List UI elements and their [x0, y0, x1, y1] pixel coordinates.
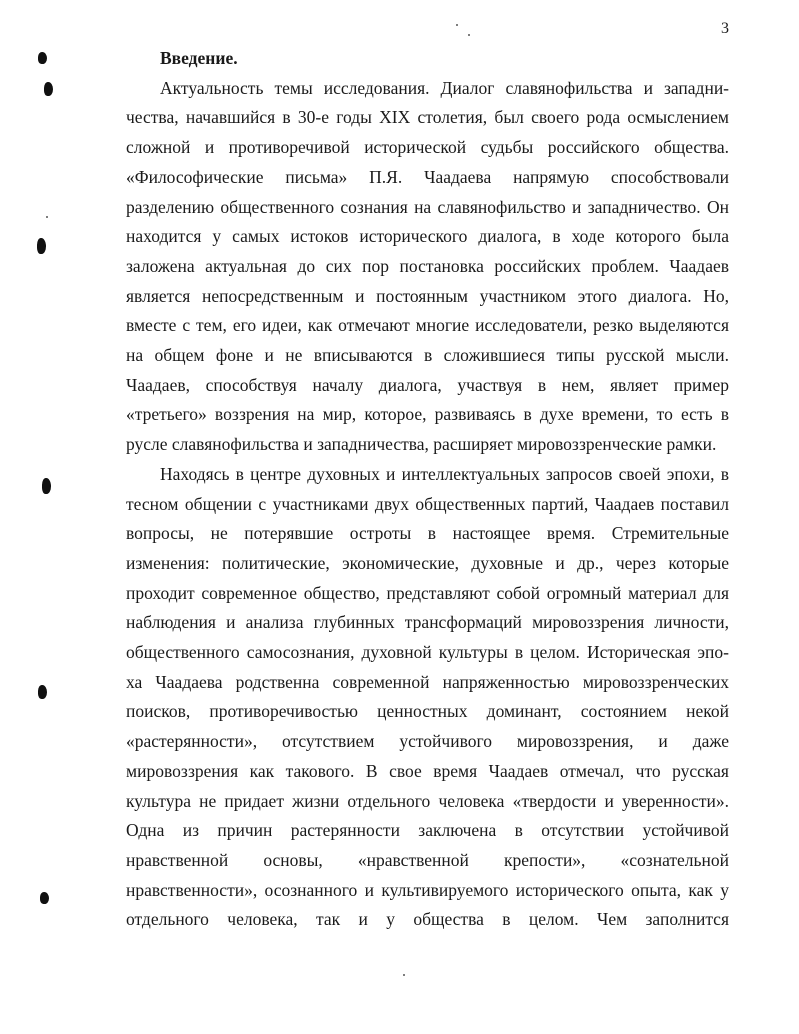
document-body	[126, 44, 729, 935]
paragraph-line: ха Чаадаева родственна современной напряженностью мировоззренческих	[126, 671, 729, 692]
scan-speck	[456, 24, 458, 26]
scan-artifact	[44, 82, 53, 96]
scan-artifact	[37, 238, 46, 254]
paragraph-relevance	[126, 74, 729, 460]
scan-artifact	[38, 52, 47, 64]
paragraph-line: мировоззрения как такового. В свое время Чаадаев отмечал, что русская	[126, 760, 729, 781]
paragraph-line: заложена актуальная до сих пор постановка российских проблем. Чаадаев	[126, 255, 729, 276]
paragraph-line: отдельного человека, так и у общества в целом. Чем заполнится	[126, 909, 729, 930]
paragraph-line: вместе с тем, его идеи, как отмечают многие исследователи, резко выделяются	[126, 315, 729, 336]
paragraph-line: находится у самых истоков исторического диалога, в ходе которого была	[126, 226, 729, 247]
paragraph-line: разделению общественного сознания на славянофильство и западничество. Он	[126, 196, 729, 217]
paragraph-line: Находясь в центре духовных и интеллектуальных запросов своей эпохи, в	[160, 463, 729, 484]
scan-artifact	[42, 478, 51, 494]
paragraph-line: тесном общении с участниками двух общественных партий, Чаадаев поставил	[126, 493, 729, 514]
paragraph-line: чества, начавшийся в 30-е годы XIX столетия, был своего рода осмыслением	[126, 107, 729, 128]
paragraph-line: вопросы, не потерявшие остроты в настоящее время. Стремительные	[126, 523, 729, 544]
page-number: 3	[721, 20, 729, 37]
paragraph-line: русле славянофильства и западничества, расширяет мировоззренческие рамки.	[126, 434, 717, 455]
paragraph-line: сложной и противоречивой исторической судьбы российского общества.	[126, 137, 729, 158]
paragraph-line: проходит современное общество, представляют собой огромный материал для	[126, 582, 729, 603]
paragraph-line: поисков, противоречивостью ценностных доминант, состоянием некой	[126, 701, 729, 722]
paragraph-line: «Философические письма» П.Я. Чаадаева напрямую способствовали	[126, 166, 729, 187]
paragraph-line-text: Диалог славянофильства и западни-	[429, 77, 730, 98]
paragraph-line	[126, 74, 729, 104]
paragraph-line: нравственности», осознанного и культивируемого исторического опыта, как у	[126, 879, 729, 900]
paragraph-line: общественного самосознания, духовной культуры в целом. Историческая эпо-	[126, 642, 729, 663]
paragraph-line: является непосредственным и постоянным участником этого диалога. Но,	[126, 285, 729, 306]
scan-speck	[403, 974, 405, 976]
relevance-lead: Актуальность темы исследования.	[160, 77, 430, 98]
paragraph-line: «растерянности», отсутствием устойчивого мировоззрения, и даже	[126, 731, 729, 752]
paragraph-line: Одна из причин растерянности заключена в отсутствии устойчивой	[126, 820, 729, 841]
paragraph-line: изменения: политические, экономические, духовные и др., через которые	[126, 552, 729, 573]
scan-speck	[46, 216, 48, 218]
scan-speck	[468, 34, 470, 36]
paragraph-line: культура не придает жизни отдельного человека «твердости и уверенности».	[126, 790, 729, 811]
section-heading: Введение.	[160, 48, 238, 68]
paragraph-line: «третьего» воззрения на мир, которое, развиваясь в духе времени, то есть в	[126, 404, 729, 425]
paragraph-line: Чаадаев, способствуя началу диалога, участвуя в нем, являет пример	[126, 374, 729, 395]
paragraph-line: нравственной основы, «нравственной крепости», «сознательной	[126, 849, 729, 870]
scan-artifact	[40, 892, 49, 904]
paragraph-line: на общем фоне и не вписываются в сложившиеся типы русской мысли.	[126, 345, 729, 366]
paragraph-line: наблюдения и анализа глубинных трансформаций мировоззрения личности,	[126, 612, 729, 633]
paragraph-context	[126, 460, 729, 935]
scan-artifact	[38, 685, 47, 699]
